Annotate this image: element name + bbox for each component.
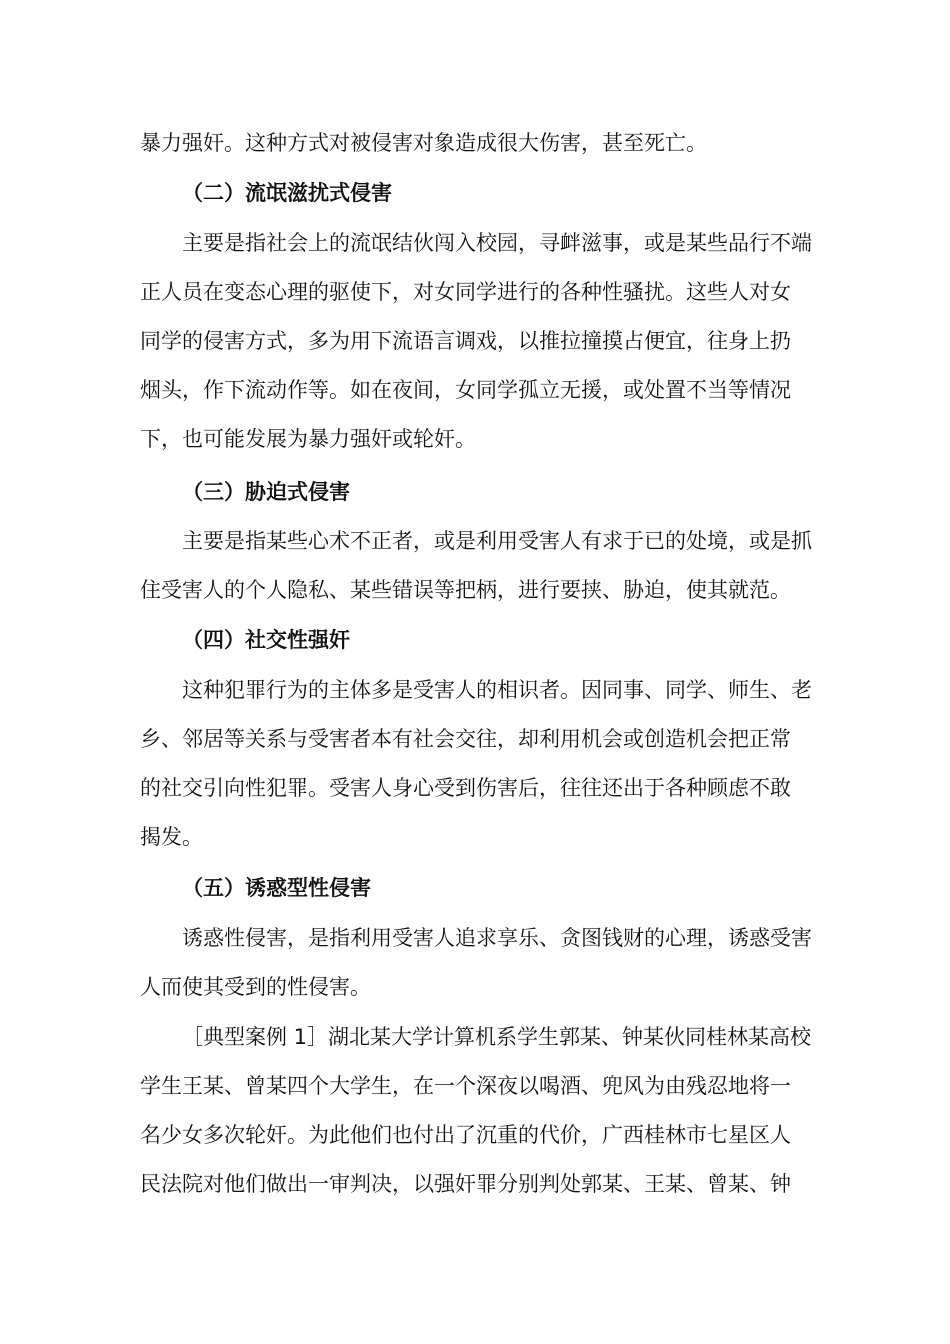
section-heading-4: （四）社交性强奸 [182, 628, 350, 652]
text-line: 诱惑性侵害，是指利用受害人追求享乐、贪图钱财的心理，诱惑受害 [182, 926, 812, 950]
paragraph-3 [140, 526, 820, 624]
text-line: 正人员在变态心理的驱使下，对女同学进行的各种性骚扰。这些人对女 [140, 280, 791, 304]
section-heading-3: （三）胁迫式侵害 [182, 480, 350, 504]
text-line: 的社交引向性犯罪。受害人身心受到伤害后，往往还出于各种顾虑不敢 [140, 776, 791, 800]
case-paragraph [140, 1022, 820, 1218]
text-line: 学生王某、曾某四个大学生，在一个深夜以喝酒、兜风为由残忍地将一 [140, 1074, 791, 1098]
text-line: 同学的侵害方式，多为用下流语言调戏，以推拉撞摸占便宜，往身上扔 [140, 329, 791, 353]
paragraph-5 [140, 923, 820, 1021]
text-line: ［典型案例 1］湖北某大学计算机系学生郭某、钟某伙同桂林某高校 [182, 1025, 812, 1049]
section-heading-5: （五）诱惑型性侵害 [182, 876, 371, 900]
text-line: 揭发。 [140, 825, 203, 849]
section-heading-2: （二）流氓滋扰式侵害 [182, 181, 392, 205]
text-line: 名少女多次轮奸。为此他们也付出了沉重的代价，广西桂林市七星区人 [140, 1123, 791, 1147]
text-line: 主要是指某些心术不正者，或是利用受害人有求于已的处境，或是抓 [182, 529, 812, 553]
text-line: 民法院对他们做出一审判决，以强奸罪分别判处郭某、王某、曾某、钟 [140, 1172, 791, 1196]
text-line: 住受害人的个人隐私、某些错误等把柄，进行要挟、胁迫，使其就范。 [140, 578, 791, 602]
paragraph-1 [140, 128, 820, 177]
text-line: 暴力强奸。这种方式对被侵害对象造成很大伤害，甚至死亡。 [140, 131, 707, 155]
text-line: 下，也可能发展为暴力强奸或轮奸。 [140, 427, 476, 451]
text-line: 乡、邻居等关系与受害者本有社会交往，却利用机会或创造机会把正常 [140, 727, 791, 751]
paragraph-4 [140, 675, 820, 871]
text-line: 这种犯罪行为的主体多是受害人的相识者。因同事、同学、师生、老 [182, 678, 812, 702]
text-line: 人而使其受到的性侵害。 [140, 975, 371, 999]
text-line: 烟头，作下流动作等。如在夜间，女同学孤立无援，或处置不当等情况 [140, 378, 791, 402]
text-line: 主要是指社会上的流氓结伙闯入校园，寻衅滋事，或是某些品行不端 [182, 231, 812, 255]
paragraph-2 [140, 228, 820, 473]
